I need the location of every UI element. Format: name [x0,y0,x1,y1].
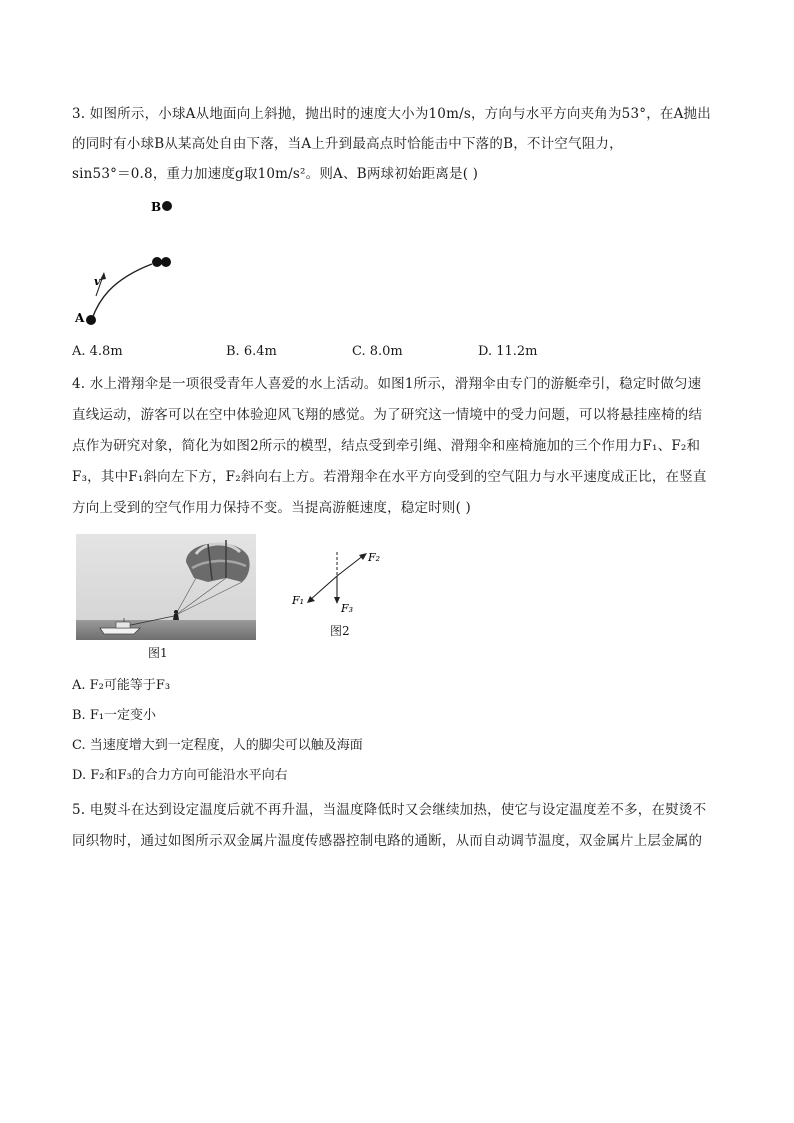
q3-option-c[interactable]: C. 8.0m [352,344,403,359]
q4-option-d[interactable]: D. F₂和F₃的合力方向可能沿水平向右 [72,768,288,783]
q4-force-diagram [288,546,388,620]
q5-line-1: 5. 电熨斗在达到设定温度后就不再升温，当温度降低时又会继续加热，使它与设定温度差不多，在熨烫不 [72,802,707,818]
q3-line-1: 3. 如图所示，小球A从地面向上斜抛，抛出时的速度大小为10m/s，方向与水平方向夹角为53°，在A抛出 [72,106,711,122]
q3-trajectory-path [92,264,152,319]
q3-label-v: v [94,275,101,288]
q3-label-a: A [75,311,85,325]
q3-ball-b-hit [152,257,162,267]
q4-fig2-f3: F₃ [341,602,354,615]
q4-fig2-caption: 图2 [330,624,350,638]
q3-ball-a [86,315,96,325]
q4-line-1: 4. 水上滑翔伞是一项很受青年人喜爱的水上活动。如图1所示，滑翔伞由专门的游艇牵引，稳定时做匀速 [72,376,702,392]
q4-option-a[interactable]: A. F₂可能等于F₃ [72,678,171,693]
q4-fig1-caption: 图1 [148,646,168,660]
q3-label-b: B [151,200,162,214]
q4-line-4: F₃，其中F₁斜向左下方，F₂斜向右上方。若滑翔伞在水平方向受到的空气阻力与水平速度成正比，在竖直 [72,469,707,485]
q4-line-5: 方向上受到的空气作用力保持不变。当提高游艇速度，稳定时则( ) [72,500,472,516]
q5-line-2: 同织物时，通过如图所示双金属片温度传感器控制电路的通断，从而自动调节温度，双金属片上层金属的 [72,833,703,849]
q3-ball-b [162,201,172,211]
q3-line-2: 的同时有小球B从某高处自由下落，当A上升到最高点时恰能击中下落的B，不计空气阻力， [72,136,623,152]
q4-fig2-f1: F₁ [292,594,305,607]
q3-option-d[interactable]: D. 11.2m [478,344,538,359]
q4-line-2: 直线运动，游客可以在空中体验迎风飞翔的感觉。为了研究这一情境中的受力问题，可以将悬挂座椅的结 [72,407,703,423]
q3-velocity-arrowhead [100,272,106,280]
q4-option-b[interactable]: B. F₁一定变小 [72,708,157,723]
q3-option-b[interactable]: B. 6.4m [226,344,277,359]
q4-parasail-photo [76,534,256,640]
q3-option-a[interactable]: A. 4.8m [72,344,123,359]
q4-option-c[interactable]: C. 当速度增大到一定程度，人的脚尖可以触及海面 [72,738,363,753]
q4-line-3: 点作为研究对象，简化为如图2所示的模型，结点受到牵引绳、滑翔伞和座椅施加的三个作用力F₁、F₂和 [72,438,701,454]
q3-ball-a-hit [161,257,171,267]
q3-trajectory-figure [70,192,190,332]
q3-line-3: sin53°＝0.8，重力加速度g取10m/s²。则A、B两球初始距离是( ) [72,166,479,182]
q4-fig2-f2: F₂ [368,551,381,564]
